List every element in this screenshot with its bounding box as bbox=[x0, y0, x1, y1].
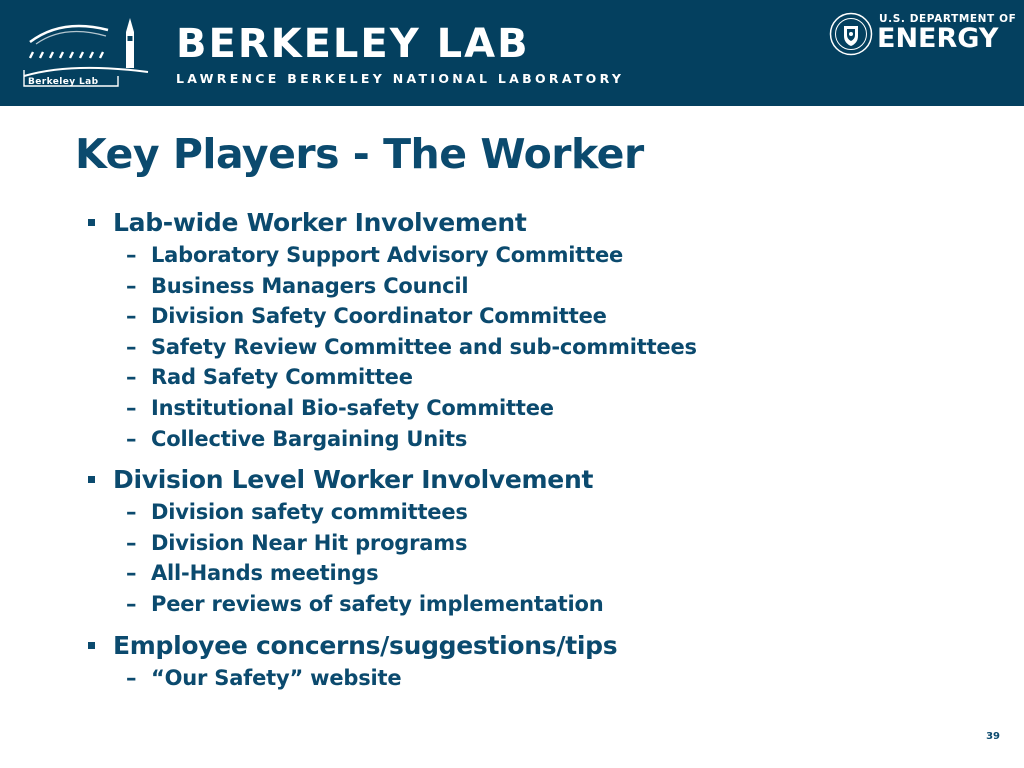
berkeley-lab-logo-icon bbox=[22, 10, 157, 94]
bullet-section bbox=[86, 628, 986, 694]
sub-bullet-label: Rad Safety Committee bbox=[151, 365, 413, 390]
sub-bullet-label: Division safety committees bbox=[151, 500, 468, 525]
sub-bullet-label: Collective Bargaining Units bbox=[151, 426, 468, 451]
dash-icon: – bbox=[126, 500, 137, 525]
sub-bullet-label: Division Safety Coordinator Committee bbox=[151, 304, 607, 329]
square-bullet-icon bbox=[88, 476, 95, 483]
sub-bullet-list bbox=[86, 497, 986, 619]
dash-icon: – bbox=[126, 365, 137, 390]
page-number: 39 bbox=[986, 731, 1000, 742]
dash-icon: – bbox=[126, 665, 137, 690]
sub-bullet-label: All-Hands meetings bbox=[151, 561, 379, 586]
sub-bullet bbox=[86, 558, 986, 589]
sub-bullet bbox=[86, 301, 986, 332]
sub-bullet bbox=[86, 589, 986, 620]
sub-bullet-label: Institutional Bio-safety Committee bbox=[151, 395, 554, 420]
sub-bullet-label: Safety Review Committee and sub-committees bbox=[151, 334, 697, 359]
dash-icon: – bbox=[126, 561, 137, 586]
sub-bullet bbox=[86, 497, 986, 528]
sub-bullet bbox=[86, 271, 986, 302]
bullet-section bbox=[86, 462, 986, 619]
bullet-row bbox=[86, 462, 986, 497]
doe-seal-icon bbox=[829, 12, 873, 56]
lab-name: BERKELEY LAB bbox=[176, 21, 530, 67]
square-bullet-icon bbox=[88, 219, 95, 226]
logo-wordmark: Berkeley Lab bbox=[28, 77, 99, 87]
dash-icon: – bbox=[126, 273, 137, 298]
dash-icon: – bbox=[126, 426, 137, 451]
header-banner bbox=[0, 0, 1024, 106]
sub-bullet-list bbox=[86, 240, 986, 454]
sub-bullet bbox=[86, 332, 986, 363]
doe-department-label: U.S. DEPARTMENT OF bbox=[879, 13, 1017, 25]
bullet-label: Lab-wide Worker Involvement bbox=[113, 208, 527, 237]
sub-bullet bbox=[86, 362, 986, 393]
sub-bullet-label: Laboratory Support Advisory Committee bbox=[151, 243, 624, 267]
sub-bullet bbox=[86, 663, 986, 694]
lab-subtitle: LAWRENCE BERKELEY NATIONAL LABORATORY bbox=[176, 71, 625, 86]
sub-bullet bbox=[86, 393, 986, 424]
slide-content bbox=[86, 205, 986, 701]
bullet-label: Employee concerns/suggestions/tips bbox=[113, 630, 618, 660]
slide-title: Key Players - The Worker bbox=[75, 130, 644, 178]
dash-icon: – bbox=[126, 304, 137, 329]
doe-energy-label: ENERGY bbox=[877, 23, 999, 54]
bullet-row bbox=[86, 205, 986, 240]
bullet-section bbox=[86, 205, 986, 454]
dash-icon: – bbox=[126, 334, 137, 359]
bullet-list bbox=[86, 205, 986, 693]
sub-bullet-label: Division Near Hit programs bbox=[151, 530, 468, 555]
sub-bullet-label: “Our Safety” website bbox=[151, 665, 402, 690]
dash-icon: – bbox=[126, 591, 137, 616]
sub-bullet-label: Business Managers Council bbox=[151, 273, 469, 298]
sub-bullet bbox=[86, 528, 986, 559]
sub-bullet bbox=[86, 424, 986, 455]
dash-icon: – bbox=[126, 243, 137, 267]
sub-bullet bbox=[86, 240, 986, 271]
bullet-row bbox=[86, 628, 986, 663]
dash-icon: – bbox=[126, 395, 137, 420]
sub-bullet-label: Peer reviews of safety implementation bbox=[151, 591, 604, 616]
bullet-label: Division Level Worker Involvement bbox=[113, 465, 594, 495]
square-bullet-icon bbox=[88, 642, 95, 649]
dash-icon: – bbox=[126, 530, 137, 555]
sub-bullet-list bbox=[86, 663, 986, 694]
